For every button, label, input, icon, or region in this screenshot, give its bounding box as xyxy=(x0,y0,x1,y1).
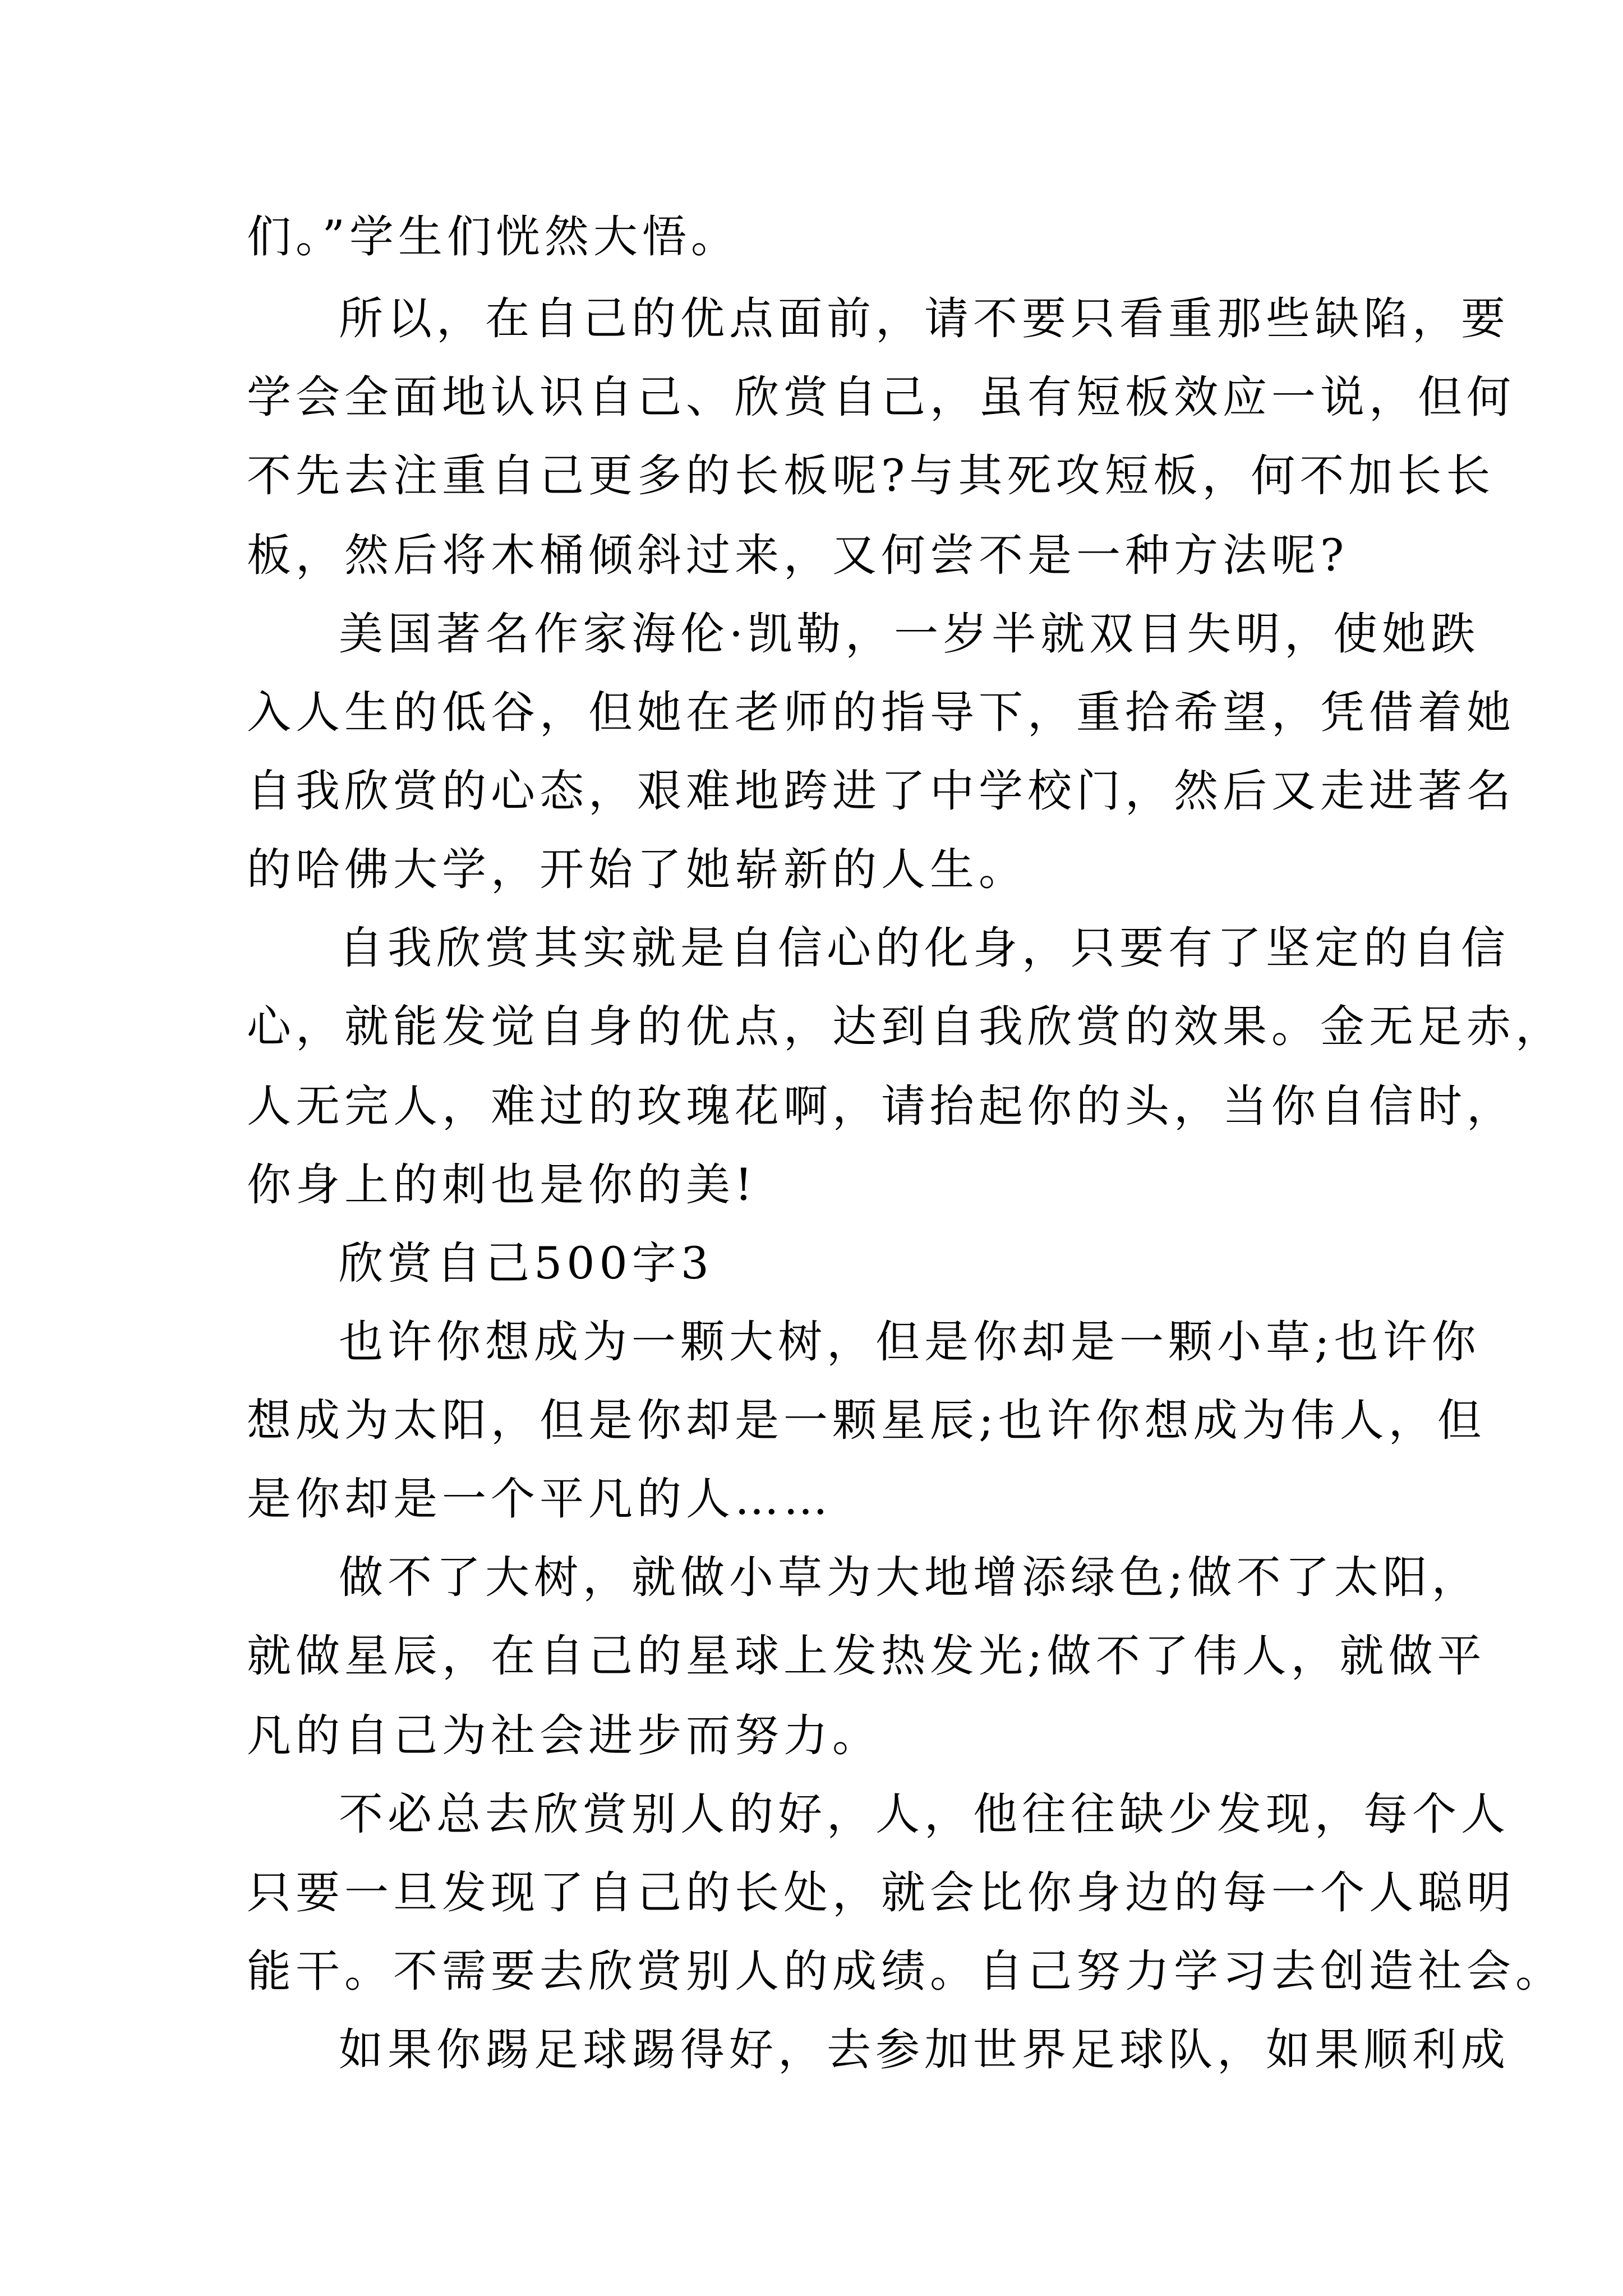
text-line: 如果你踢足球踢得好，去参加世界足球队，如果顺利成 xyxy=(339,2024,1510,2076)
text-line: 们。”学生们恍然大悟。 xyxy=(247,211,740,263)
text-line: 不先去注重自己更多的长板呢?与其死攻短板，何不加长长 xyxy=(247,450,1495,501)
text-line: 的哈佛大学，开始了她崭新的人生。 xyxy=(247,844,1027,895)
text-line: 所以，在自己的优点面前，请不要只看重那些缺陷，要 xyxy=(339,293,1510,344)
text-line: 心，就能发觉自身的优点，达到自我欣赏的效果。金无足赤， xyxy=(247,1001,1564,1052)
text-line: 美国著名作家海伦·凯勒，一岁半就双目失明，使她跌 xyxy=(339,608,1480,660)
text-line: 做不了大树，就做小草为大地增添绿色;做不了太阳， xyxy=(339,1552,1481,1603)
section-heading: 欣赏自己500字3 xyxy=(339,1237,714,1289)
text-line: 想成为太阳，但是你却是一颗星辰;也许你想成为伟人，但 xyxy=(247,1395,1486,1446)
text-line: 学会全面地认识自己、欣赏自己，虽有短板效应一说，但何 xyxy=(247,371,1515,423)
text-line: 只要一旦发现了自己的长处，就会比你身边的每一个人聪明 xyxy=(247,1867,1515,1918)
text-line: 也许你想成为一颗大树，但是你却是一颗小草;也许你 xyxy=(339,1316,1481,1368)
text-line: 不必总去欣赏别人的好，人，他往往缺少发现，每个人 xyxy=(339,1788,1510,1840)
text-line: 板，然后将木桶倾斜过来，又何尝不是一种方法呢? xyxy=(247,530,1349,581)
text-line: 是你却是一个平凡的人…… xyxy=(247,1473,832,1525)
text-line: 凡的自己为社会进步而努力。 xyxy=(247,1710,881,1761)
text-line: 能干。不需要去欣赏别人的成绩。自己努力学习去创造社会。 xyxy=(247,1945,1564,1997)
text-line: 自我欣赏其实就是自信心的化身，只要有了坚定的自信 xyxy=(339,922,1510,974)
text-line: 入人生的低谷，但她在老师的指导下，重拾希望，凭借着她 xyxy=(247,687,1515,738)
text-line: 你身上的刺也是你的美! xyxy=(247,1159,757,1211)
text-line: 自我欣赏的心态，艰难地跨进了中学校门，然后又走进著名 xyxy=(247,765,1515,817)
text-line: 人无完人，难过的玫瑰花啊，请抬起你的头，当你自信时， xyxy=(247,1080,1515,1132)
text-line: 就做星辰，在自己的星球上发热发光;做不了伟人，就做平 xyxy=(247,1630,1486,1682)
